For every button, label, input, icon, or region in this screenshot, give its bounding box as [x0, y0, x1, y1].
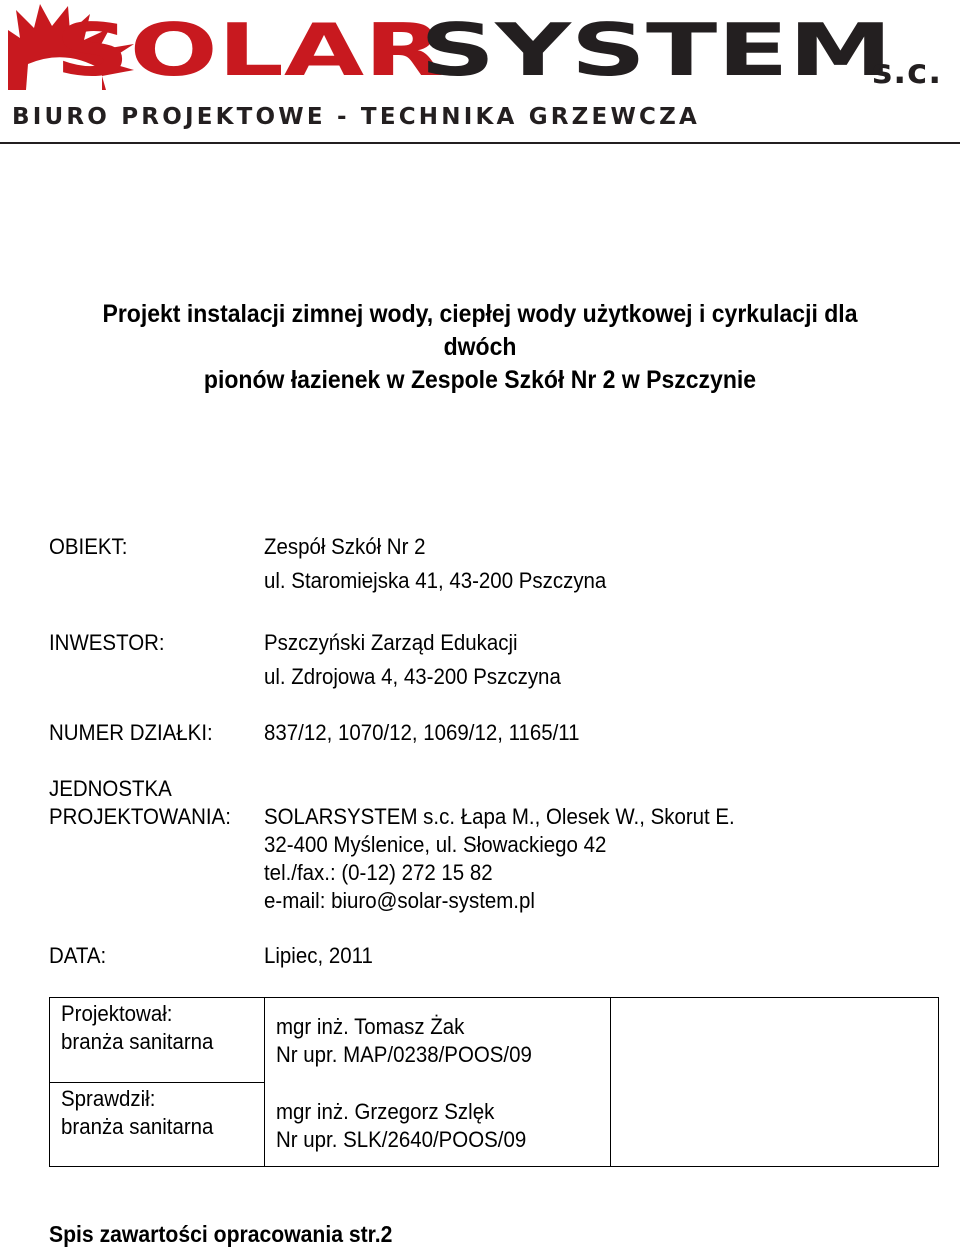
- obiekt-name: Zespół Szkół Nr 2: [264, 534, 426, 559]
- inwestor-name: Pszczyński Zarząd Edukacji: [264, 630, 518, 655]
- brand-suffix: s.c.: [872, 52, 943, 92]
- signature-role: Projektował:: [61, 1001, 173, 1026]
- signature-role: Sprawdził:: [61, 1086, 156, 1111]
- jednostka-label-1: JEDNOSTKA: [49, 776, 172, 801]
- brand-name-system: [420, 4, 893, 96]
- tagline: BIURO PROJEKTOWE - TECHNIKA GRZEWCZA: [12, 104, 700, 130]
- table-row-divider: [50, 1082, 264, 1083]
- title-line-2: pionów łazienek w Zespole Szkół Nr 2 w Pszczynie: [203, 366, 757, 394]
- table-divider: [264, 998, 265, 1166]
- signature-name: mgr inż. Grzegorz Szlęk: [276, 1099, 495, 1124]
- table-of-contents-note: Spis zawartości opracowania str.2: [49, 1221, 393, 1247]
- brand-solar-text: SOLAR: [55, 8, 444, 92]
- jednostka-label-2: PROJEKTOWANIA:: [49, 804, 231, 829]
- signature-table: [49, 997, 939, 1167]
- obiekt-address: ul. Staromiejska 41, 43-200 Pszczyna: [264, 568, 607, 593]
- company-logo: [0, 0, 960, 145]
- jednostka-email: e-mail: biuro@solar-system.pl: [264, 888, 535, 913]
- title-line-1: Projekt instalacji zimnej wody, ciepłej wody użytkowej i cyrkulacji dla dwóch: [102, 300, 858, 361]
- signature-branch: branża sanitarna: [61, 1029, 214, 1054]
- brand-system-text: SYSTEM: [420, 8, 893, 92]
- signature-license: Nr upr. MAP/0238/POOS/09: [276, 1042, 532, 1067]
- data-label: DATA:: [49, 943, 107, 968]
- inwestor-label: INWESTOR:: [49, 630, 165, 655]
- signature-name: mgr inż. Tomasz Żak: [276, 1014, 465, 1039]
- signature-license: Nr upr. SLK/2640/POOS/09: [276, 1127, 527, 1152]
- table-divider: [610, 998, 611, 1166]
- data-value: Lipiec, 2011: [264, 943, 373, 968]
- header-divider: [0, 142, 960, 144]
- obiekt-label: OBIEKT:: [49, 534, 128, 559]
- dzialki-label: NUMER DZIAŁKI:: [49, 720, 213, 745]
- dzialki-value: 837/12, 1070/12, 1069/12, 1165/11: [264, 720, 580, 745]
- jednostka-phone: tel./fax.: (0-12) 272 15 82: [264, 860, 493, 885]
- document-title: [66, 298, 894, 397]
- jednostka-company: SOLARSYSTEM s.c. Łapa M., Olesek W., Skorut E.: [264, 804, 735, 829]
- signature-branch: branża sanitarna: [61, 1114, 214, 1139]
- jednostka-address: 32-400 Myślenice, ul. Słowackiego 42: [264, 832, 607, 857]
- inwestor-address: ul. Zdrojowa 4, 43-200 Pszczyna: [264, 664, 561, 689]
- brand-name: [55, 4, 444, 96]
